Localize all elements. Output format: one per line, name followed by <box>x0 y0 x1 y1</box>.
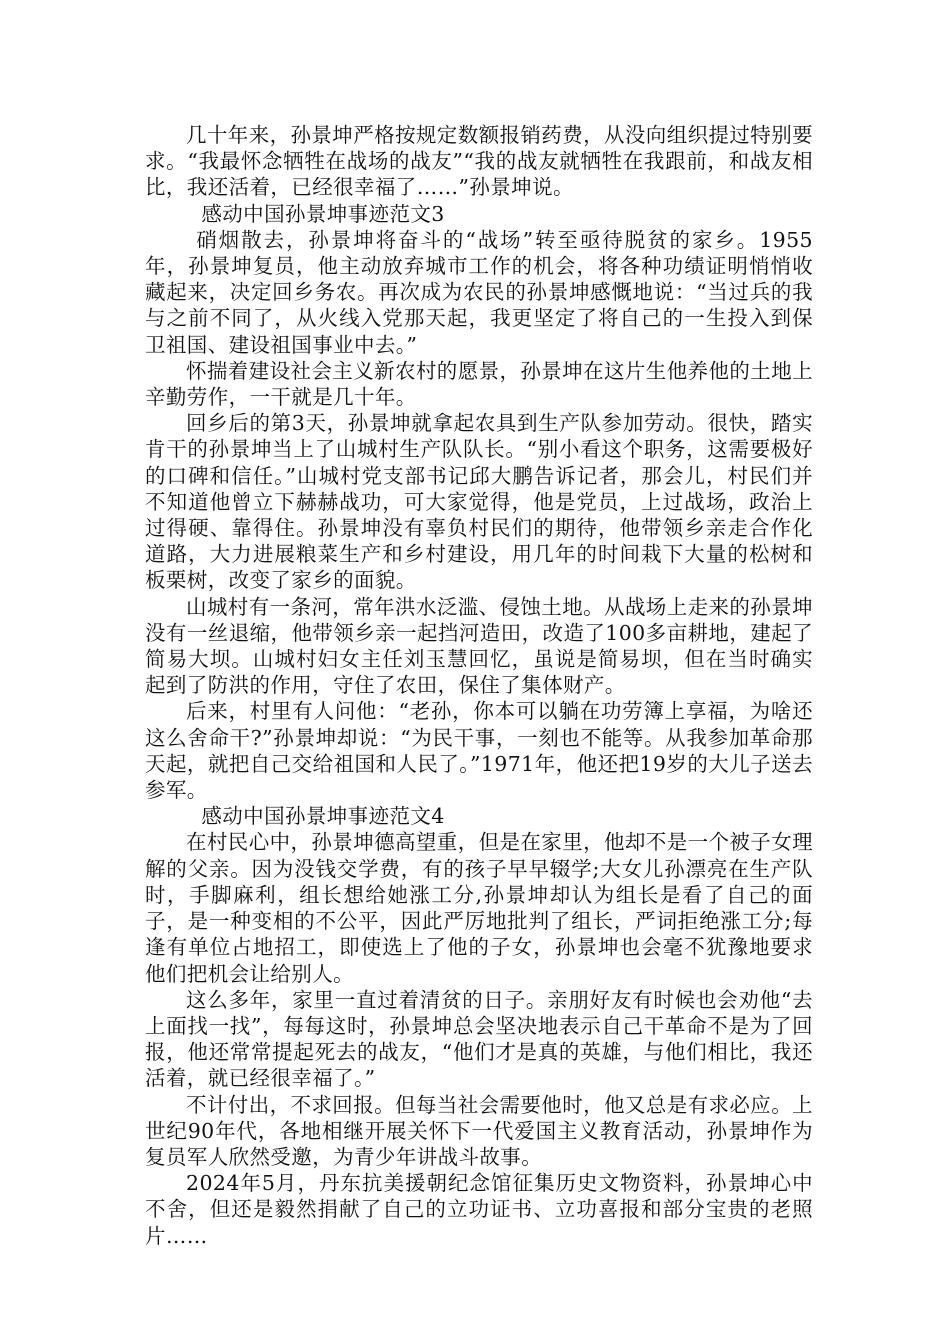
paragraph: 怀揣着建设社会主义新农村的愿景，孙景坤在这片生他养他的土地上辛勤劳作，一干就是几十年。 <box>145 358 813 410</box>
paragraph: 在村民心中，孙景坤德高望重，但是在家里，他却不是一个被子女理解的父亲。因为没钱交学费，有的孩子早早辍学;大女儿孙漂亮在生产队时，手脚麻利，组长想给她涨工分,孙景坤却认为组长是看了自己的面子，是一种变相的不公平，因此严厉地批判了组长，严词拒绝涨工分;每逢有单位占地招工，即使选上了他的子女，孙景坤也会毫不犹豫地要求他们把机会让给别人。 <box>145 830 813 986</box>
paragraph: 山城村有一条河，常年洪水泛滥、侵蚀土地。从战场上走来的孙景坤没有一丝退缩，他带领乡亲一起挡河造田，改造了100多亩耕地，建起了简易大坝。山城村妇女主任刘玉慧回忆，虽说是简易坝，但在当时确实起到了防洪的作用，守住了农田，保住了集体财产。 <box>145 594 813 698</box>
paragraph: 2024年5月，丹东抗美援朝纪念馆征集历史文物资料，孙景坤心中不舍，但还是毅然捐献了自己的立功证书、立功喜报和部分宝贵的老照片…… <box>145 1171 813 1248</box>
paragraph: 不计付出，不求回报。但每当社会需要他时，他又总是有求必应。上世纪90年代，各地相继开展关怀下一代爱国主义教育活动，孙景坤作为复员军人欣然受邀，为青少年讲战斗故事。 <box>145 1092 813 1169</box>
paragraph: 硝烟散去，孙景坤将奋斗的“战场”转至亟待脱贫的家乡。1955年，孙景坤复员，他主动放弃城市工作的机会，将各种功绩证明悄悄收藏起来，决定回乡务农。再次成为农民的孙景坤感慨地说：“当过兵的我与之前不同了，从火线入党那天起，我更坚定了将自己的一生投入到保卫祖国、建设祖国事业中去。” <box>145 227 813 357</box>
section-heading: 感动中国孙景坤事迹范文4 <box>201 804 445 829</box>
document-body <box>145 122 813 1249</box>
paragraph: 回乡后的第3天，孙景坤就拿起农具到生产队参加劳动。很快，踏实肯干的孙景坤当上了山城村生产队队长。“别小看这个职务，这需要极好的口碑和信任。”山城村党支部书记邱大鹏告诉记者，那会儿，村民们并不知道他曾立下赫赫战功，可大家觉得，他是党员，上过战场，政治上过得硬、靠得住。孙景坤没有辜负村民们的期待，他带领乡亲走合作化道路，大力进展粮菜生产和乡村建设，用几年的时间栽下大量的松树和板栗树，改变了家乡的面貌。 <box>145 411 813 593</box>
paragraph: 后来，村里有人问他：“老孙，你本可以躺在功劳簿上享福，为啥还这么舍命干?”孙景坤却说：“为民干事，一刻也不能等。从我参加革命那天起，就把自己交给祖国和人民了。”1971年，他还把19岁的大儿子送去参军。 <box>145 699 813 803</box>
paragraph: 这么多年，家里一直过着清贫的日子。亲朋好友有时候也会劝他“去上面找一找”，每每这时，孙景坤总会坚决地表示自己干革命不是为了回报，他还常常提起死去的战友，“他们才是真的英雄，与他们相比，我还活着，就已经很幸福了。” <box>145 987 813 1091</box>
section-heading: 感动中国孙景坤事迹范文3 <box>201 201 445 226</box>
paragraph: 几十年来，孙景坤严格按规定数额报销药费，从没向组织提过特别要求。“我最怀念牺牲在战场的战友”“我的战友就牺牲在我跟前，和战友相比，我还活着，已经很幸福了……”孙景坤说。 <box>145 123 813 200</box>
